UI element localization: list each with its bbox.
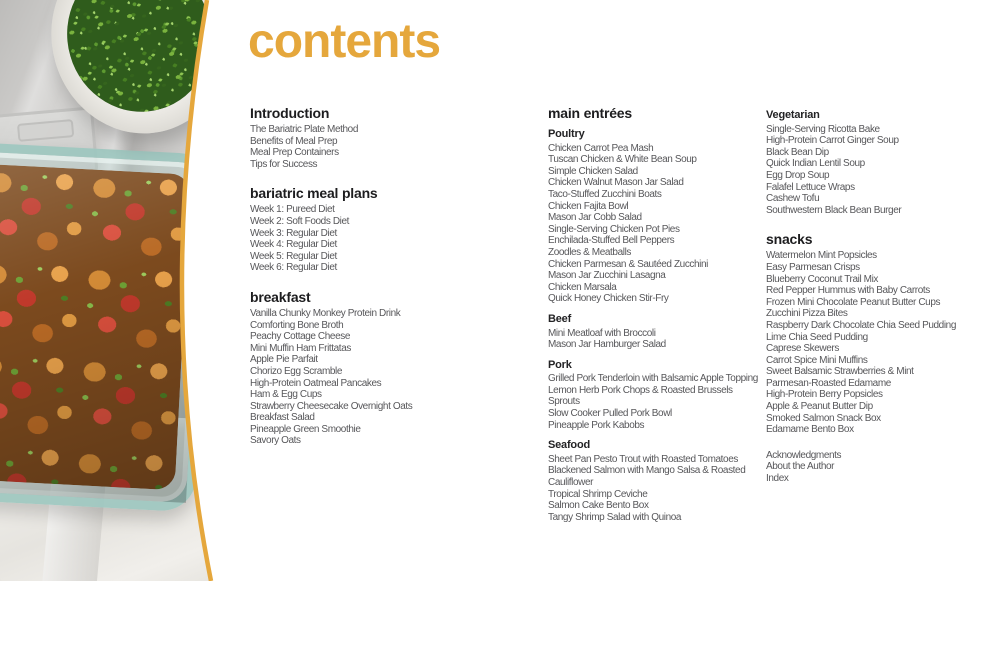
section-heading-pork: Pork — [548, 358, 572, 371]
toc-item: Cashew Tofu — [766, 193, 820, 205]
toc-item: Week 3: Regular Diet — [250, 227, 337, 239]
toc-item: Breakfast Salad — [250, 412, 315, 424]
toc-item: Ham & Egg Cups — [250, 389, 322, 401]
toc-item: Index — [766, 473, 789, 485]
toc-item: Frozen Mini Chocolate Peanut Butter Cups — [766, 296, 941, 308]
toc-section-introduction — [250, 106, 495, 170]
toc-item: Sheet Pan Pesto Trout with Roasted Tomatoes — [548, 453, 738, 465]
toc-item: Simple Chicken Salad — [548, 165, 638, 177]
toc-item: Taco-Stuffed Zucchini Boats — [548, 188, 662, 200]
toc-item: Parmesan-Roasted Edamame — [766, 377, 891, 389]
toc-section-breakfast — [250, 290, 495, 447]
toc-column-2 — [548, 106, 766, 523]
toc-item: Chicken Walnut Mason Jar Salad — [548, 177, 684, 189]
toc-column-3 — [766, 110, 998, 485]
toc-item: Slow Cooker Pulled Pork Bowl — [548, 408, 672, 420]
toc-item: Apple Pie Parfait — [250, 354, 318, 366]
toc-section-beef — [548, 314, 766, 351]
glass-shine — [0, 151, 204, 503]
toc-item: Egg Drop Soup — [766, 169, 830, 181]
toc-item: Quick Indian Lentil Soup — [766, 158, 865, 170]
toc-item: Benefits of Meal Prep — [250, 135, 338, 147]
toc-item: Enchilada-Stuffed Bell Peppers — [548, 235, 675, 247]
toc-item: Tuscan Chicken & White Bean Soup — [548, 154, 697, 166]
toc-item: Zoodles & Meatballs — [548, 246, 632, 258]
toc-item: Chicken Marsala — [548, 281, 617, 293]
section-heading-main-entr-es: main entrées — [548, 105, 632, 121]
section-heading-bariatric-meal-plans: bariatric meal plans — [250, 185, 378, 202]
toc-item: Southwestern Black Bean Burger — [766, 204, 902, 216]
toc-item: Week 6: Regular Diet — [250, 262, 337, 274]
toc-item: Blueberry Coconut Trail Mix — [766, 273, 879, 285]
toc-item: Acknowledgments — [766, 449, 842, 461]
section-heading-poultry: Poultry — [548, 128, 585, 140]
toc-item: About the Author — [766, 461, 835, 473]
toc-item: High-Protein Berry Popsicles — [766, 389, 883, 401]
toc-item: Peachy Cottage Cheese — [250, 331, 351, 343]
page-title: contents — [248, 15, 441, 68]
toc-item: Strawberry Cheesecake Overnight Oats — [250, 400, 413, 412]
toc-item: Smoked Salmon Snack Box — [766, 412, 881, 424]
toc-item: Chicken Carrot Pea Mash — [548, 142, 654, 154]
toc-item: Week 1: Pureed Diet — [250, 204, 335, 216]
toc-item: Comforting Bone Broth — [250, 319, 344, 331]
toc-item: Mini Muffin Ham Frittatas — [250, 342, 351, 354]
toc-item: Week 4: Regular Diet — [250, 239, 337, 251]
toc-item: Pineapple Green Smoothie — [250, 423, 361, 435]
toc-item: Carrot Spice Mini Muffins — [766, 354, 868, 366]
toc-item: Falafel Lettuce Wraps — [766, 181, 855, 193]
section-heading-breakfast: breakfast — [250, 288, 311, 305]
toc-section-poultry — [548, 129, 766, 305]
section-heading-introduction: Introduction — [250, 105, 330, 121]
toc-item: Edamame Bento Box — [766, 424, 854, 436]
section-heading-beef: Beef — [548, 312, 572, 325]
toc-column-1 — [250, 106, 495, 447]
toc-item: Zucchini Pizza Bites — [766, 308, 848, 320]
toc-item: Chicken Fajita Bowl — [548, 200, 629, 212]
section-heading-vegetarian: Vegetarian — [766, 109, 820, 121]
toc-section-seafood — [548, 440, 766, 523]
section-heading-snacks: snacks — [766, 231, 813, 248]
toc-item: Mason Jar Zucchini Lasagna — [548, 270, 666, 282]
toc-item: Chicken Parmesan & Sautéed Zucchini — [548, 258, 708, 270]
toc-item: Salmon Cake Bento Box — [548, 500, 649, 512]
meal-prep-photo — [0, 0, 214, 581]
container-lid-tab — [17, 119, 74, 142]
toc-item: Meal Prep Containers — [250, 147, 339, 159]
toc-item: Easy Parmesan Crisps — [766, 261, 860, 273]
toc-item: Single-Serving Ricotta Bake — [766, 123, 880, 135]
toc-item: Tropical Shrimp Ceviche — [548, 488, 648, 500]
toc-section-bariatric-meal-plans — [250, 186, 495, 274]
toc-item: High-Protein Carrot Ginger Soup — [766, 135, 899, 147]
toc-item: Sweet Balsamic Strawberries & Mint — [766, 366, 914, 378]
toc-item: Vanilla Chunky Monkey Protein Drink — [250, 307, 401, 319]
toc-item: The Bariatric Plate Method — [250, 124, 358, 135]
toc-item: Lemon Herb Pork Chops & Roasted Brussels Sprouts — [548, 384, 733, 408]
toc-item: High-Protein Oatmeal Pancakes — [250, 377, 382, 389]
toc-item: Week 5: Regular Diet — [250, 250, 337, 262]
toc-item: Watermelon Mint Popsicles — [766, 250, 877, 262]
toc-item: Grilled Pork Tenderloin with Balsamic Apple Topping — [548, 373, 758, 385]
toc-item: Lime Chia Seed Pudding — [766, 331, 868, 343]
toc-item: Savory Oats — [250, 435, 301, 447]
toc-item: Week 2: Soft Foods Diet — [250, 215, 349, 227]
toc-item: Mason Jar Hamburger Salad — [548, 339, 666, 351]
toc-section-end-matter — [766, 450, 998, 485]
toc-item: Tangy Shrimp Salad with Quinoa — [548, 511, 682, 523]
toc-section-main-entr-es — [548, 106, 766, 120]
toc-section-vegetarian — [766, 110, 998, 216]
toc-section-pork — [548, 360, 766, 432]
toc-item: Black Bean Dip — [766, 146, 829, 158]
toc-item: Raspberry Dark Chocolate Chia Seed Pudding — [766, 319, 956, 331]
section-heading-seafood: Seafood — [548, 439, 590, 452]
toc-item: Apple & Peanut Butter Dip — [766, 401, 873, 413]
toc-item: Pineapple Pork Kabobs — [548, 419, 645, 431]
toc-item: Blackened Salmon with Mango Salsa & Roasted Cauliflower — [548, 465, 746, 489]
toc-section-snacks — [766, 232, 998, 436]
toc-item: Chorizo Egg Scramble — [250, 365, 343, 377]
toc-item: Caprese Skewers — [766, 343, 839, 355]
toc-item: Mini Meatloaf with Broccoli — [548, 327, 656, 339]
glass-meal-prep-container — [0, 142, 213, 513]
toc-item: Quick Honey Chicken Stir-Fry — [548, 293, 669, 305]
toc-item: Single-Serving Chicken Pot Pies — [548, 223, 680, 235]
toc-item: Mason Jar Cobb Salad — [548, 212, 642, 224]
toc-item: Tips for Success — [250, 158, 318, 170]
toc-item: Red Pepper Hummus with Baby Carrots — [766, 285, 930, 297]
